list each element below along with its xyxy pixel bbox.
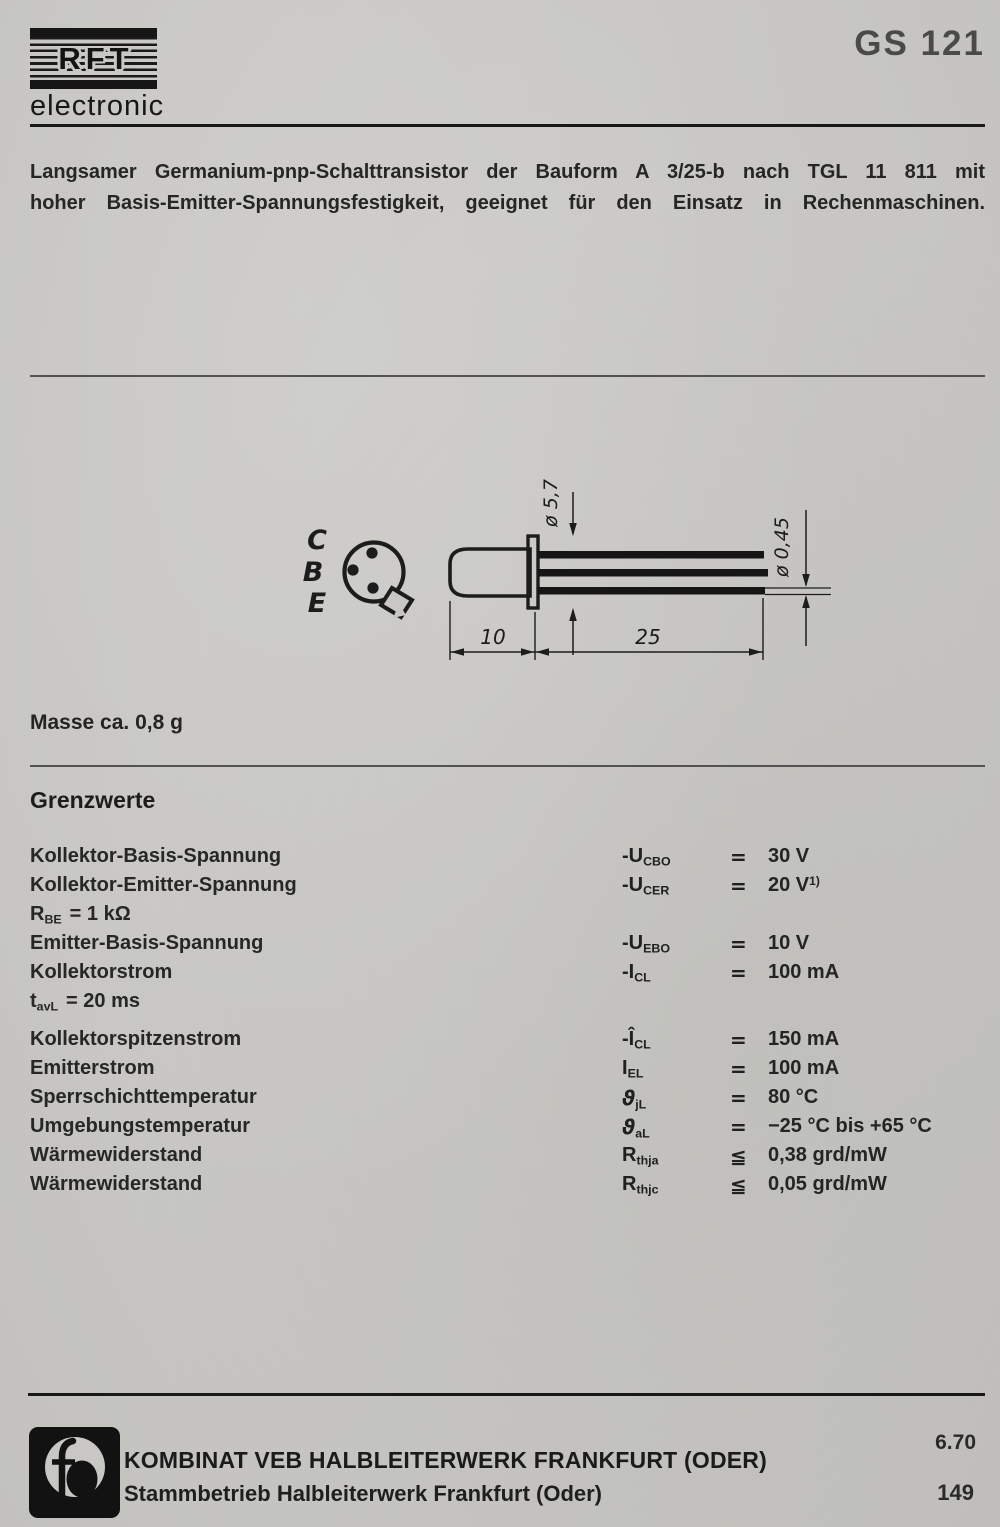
header-rule (30, 124, 985, 127)
lead-middle (538, 569, 768, 577)
row-value: 100 mA (768, 961, 840, 983)
transistor-body (450, 549, 530, 596)
row-label: Wärmewiderstand (30, 1173, 203, 1195)
row-label: Kollektorspitzenstrom (30, 1028, 242, 1050)
limit-condition-row (30, 903, 985, 932)
row-symbol: $-U_{CBO}$ (622, 845, 671, 869)
row-symbol: $R_{thja}$ (622, 1144, 659, 1168)
row-relation: = (730, 1086, 747, 1110)
limit-row (30, 1144, 985, 1173)
limit-row (30, 1028, 985, 1057)
row-value: 150 mA (768, 1028, 840, 1050)
row-value: 30 V (768, 845, 810, 867)
row-symbol: $I_{EL}$ (622, 1057, 644, 1081)
row-value: 10 V (768, 932, 810, 954)
row-relation: = (730, 932, 747, 956)
row-symbol: $-Î_{CL}$ (622, 1028, 651, 1052)
footnote-marker: 1) (809, 874, 820, 888)
row-label: Kollektor-Basis-Spannung (30, 845, 282, 867)
dim-label-flange-diameter: ø 5,7 (540, 479, 562, 527)
row-relation: ≦ (730, 1144, 747, 1168)
page-number: 149 (937, 1480, 974, 1505)
row-symbol: $-U_{CER}$ (622, 874, 670, 898)
dim-label-body-length: 10 (480, 625, 506, 649)
rft-logo-text: RFT (58, 40, 134, 76)
dim-arrow-up (569, 608, 577, 621)
row-value: −25 °C bis +65 °C (768, 1115, 932, 1137)
dim-arrow-down (569, 523, 577, 536)
dim-arrow-down-2 (802, 574, 810, 587)
pin-dot-b (347, 564, 358, 575)
lead-top (538, 551, 764, 559)
row-symbol: $-I_{CL}$ (622, 961, 651, 985)
row-value: 0,38 grd/mW (768, 1144, 887, 1166)
dim-label-lead-length: 25 (635, 625, 661, 649)
description (30, 157, 985, 219)
limits-heading: Grenzwerte (30, 787, 156, 813)
limit-row (30, 932, 985, 961)
description-line-2: hoher Basis-Emitter-Spannungsfestigkeit, geeignet für den Einsatz in Rechenmaschinen. (30, 192, 985, 214)
condition-text: $R_{BE} = 1$ kΩ (30, 903, 131, 927)
row-label: Sperrschichttemperatur (30, 1086, 257, 1108)
limit-row (30, 1173, 985, 1202)
pin-dot-c (366, 547, 377, 558)
row-symbol: $R_{thjc}$ (622, 1173, 659, 1197)
row-label: Wärmewiderstand (30, 1144, 203, 1166)
lead-bottom (538, 587, 765, 595)
row-value: 0,05 grd/mW (768, 1173, 887, 1195)
pinout-view (345, 543, 413, 619)
description-line-1: Langsamer Germanium-pnp-Schalttransistor der Bauform A 3/25-b nach TGL 11 811 mit (30, 161, 985, 183)
row-value: 100 mA (768, 1057, 840, 1079)
row-symbol: $ϑ_{jL}$ (622, 1086, 647, 1112)
dim-arrow-right-2 (749, 648, 762, 655)
limit-row (30, 874, 985, 903)
table-group-gap (30, 1019, 985, 1028)
row-label: Kollektor-Emitter-Spannung (30, 874, 297, 896)
mass-note: Masse ca. 0,8 g (30, 711, 183, 734)
dim-arrow-up-2 (802, 595, 810, 608)
row-relation: = (730, 874, 747, 898)
section-rule-top (30, 375, 985, 377)
row-relation: = (730, 1115, 747, 1139)
row-relation: = (730, 1057, 747, 1081)
footer-rule (28, 1393, 985, 1396)
limit-row (30, 1086, 985, 1115)
row-label: Kollektorstrom (30, 961, 173, 983)
row-relation: = (730, 961, 747, 985)
row-label: Emitter-Basis-Spannung (30, 932, 264, 954)
logo-subtitle: electronic (30, 90, 165, 122)
row-label: Umgebungstemperatur (30, 1115, 251, 1137)
dim-arrow-right (521, 648, 534, 655)
flange (528, 536, 538, 608)
section-rule-limits (30, 765, 985, 767)
company-line-1: KOMBINAT VEB HALBLEITERWERK FRANKFURT (ODER) (124, 1447, 767, 1473)
row-label: Emitterstrom (30, 1057, 155, 1079)
row-relation: ≦ (730, 1173, 747, 1197)
dim-arrow-left (451, 648, 464, 655)
condition-text: $t_{avL} = 20$ ms (30, 990, 140, 1014)
pin-label-e: E (307, 588, 327, 619)
limit-row (30, 961, 985, 990)
dim-arrow-left-2 (536, 648, 549, 655)
hfo-logo (28, 1426, 121, 1519)
pin-dot-e (367, 582, 378, 593)
limit-row (30, 1115, 985, 1144)
limit-condition-row (30, 990, 985, 1019)
row-relation: = (730, 845, 747, 869)
dim-label-lead-diameter: ø 0,45 (771, 517, 793, 577)
company-line-2: Stammbetrieb Halbleiterwerk Frankfurt (Oder) (124, 1481, 603, 1506)
limit-row (30, 1057, 985, 1086)
pin-label-b: B (302, 557, 324, 588)
part-number: GS 121 (854, 24, 985, 63)
rft-logo (30, 28, 157, 89)
pin-label-c: C (307, 525, 327, 556)
date-code: 6.70 (935, 1431, 976, 1454)
row-symbol: $ϑ_{aL}$ (622, 1115, 650, 1141)
row-value: 20 $V^{1)}$ (768, 874, 820, 896)
row-symbol: $-U_{EBO}$ (622, 932, 670, 956)
limits-table (0, 845, 1000, 1202)
row-relation: = (730, 1028, 747, 1052)
row-value: 80 °C (768, 1086, 819, 1108)
limit-row (30, 845, 985, 874)
package-drawing (290, 448, 850, 683)
